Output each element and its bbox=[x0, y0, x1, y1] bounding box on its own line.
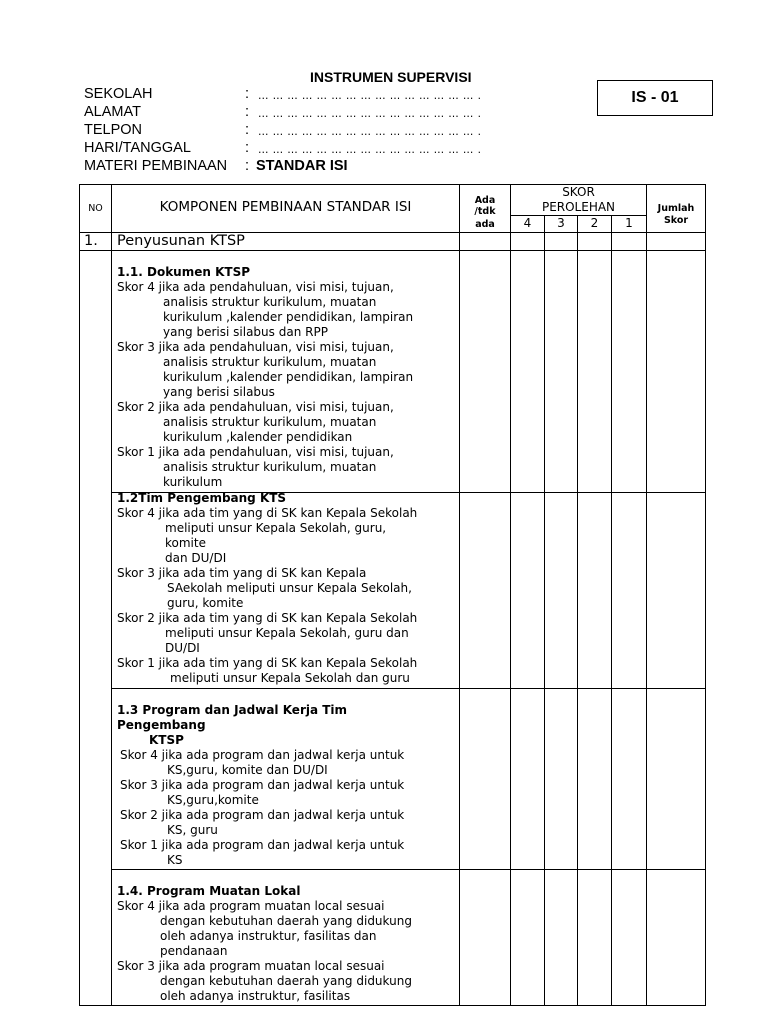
col-divider bbox=[459, 184, 460, 1006]
criteria-line: Skor 3 jika ada program dan jadwal kerja untuk bbox=[120, 778, 405, 792]
table-border-bottom bbox=[79, 1005, 706, 1006]
section-number: 1. bbox=[84, 233, 98, 249]
criteria-line: KS,guru, komite dan DU/DI bbox=[167, 763, 328, 777]
criteria-line: oleh adanya instruktur, fasilitas bbox=[160, 989, 351, 1003]
criteria-line: KS bbox=[167, 853, 183, 867]
field-colon: : bbox=[245, 122, 250, 138]
criteria-block-tim-pengembang bbox=[117, 491, 457, 686]
criteria-line: analisis struktur kurikulum, muatan bbox=[163, 415, 377, 429]
field-label-materi: MATERI PEMBINAAN bbox=[84, 158, 228, 174]
criteria-line: Skor 2 jika ada program dan jadwal kerja untuk bbox=[120, 808, 405, 822]
criteria-line: dengan kebutuhan daerah yang didukung bbox=[160, 974, 412, 988]
col-divider bbox=[510, 184, 511, 1006]
criteria-line: pendanaan bbox=[160, 944, 228, 958]
document-title: INSTRUMEN SUPERVISI bbox=[310, 69, 472, 85]
criteria-line: guru, komite bbox=[167, 596, 244, 610]
field-label-sekolah: SEKOLAH bbox=[84, 86, 153, 102]
col-header-ada-line3: ada bbox=[475, 219, 495, 230]
field-colon: : bbox=[245, 140, 250, 156]
criteria-line: Skor 4 jika ada program dan jadwal kerja untuk bbox=[120, 748, 405, 762]
criteria-line: meliputi unsur Kepala Sekolah, guru dan bbox=[165, 626, 409, 640]
criteria-line: yang berisi silabus bbox=[163, 385, 275, 399]
criteria-line: kurikulum ,kalender pendidikan, lampiran bbox=[163, 370, 414, 384]
criteria-line: dengan kebutuhan daerah yang didukung bbox=[160, 914, 412, 928]
field-value-materi: STANDAR ISI bbox=[256, 158, 348, 174]
criteria-line: Skor 4 jika ada program muatan local sesuai bbox=[117, 899, 385, 913]
field-label-telpon: TELPON bbox=[84, 122, 143, 138]
score-level-3: 3 bbox=[557, 216, 565, 230]
criteria-heading: 1.4. Program Muatan Lokal bbox=[117, 884, 301, 898]
row-divider bbox=[111, 688, 706, 689]
field-value-alamat: … … … … … … … … … … … … … … … . bbox=[258, 108, 482, 120]
field-value-hari-tanggal: … … … … … … … … … … … … … … … . bbox=[258, 144, 482, 156]
col-header-skor: SKOR bbox=[562, 185, 595, 199]
table-border-left bbox=[79, 184, 80, 1006]
criteria-line: Skor 2 jika ada pendahuluan, visi misi, tujuan, bbox=[117, 400, 394, 414]
criteria-line: Skor 4 jika ada pendahuluan, visi misi, tujuan, bbox=[117, 280, 394, 294]
criteria-line: Skor 2 jika ada tim yang di SK kan Kepala Sekolah bbox=[117, 611, 418, 625]
row-divider bbox=[79, 250, 706, 251]
criteria-line: DU/DI bbox=[165, 641, 200, 655]
criteria-line: kurikulum ,kalender pendidikan bbox=[163, 430, 353, 444]
criteria-line: Skor 3 jika ada pendahuluan, visi misi, tujuan, bbox=[117, 340, 394, 354]
criteria-block-muatan-lokal bbox=[117, 884, 457, 1004]
criteria-line: Skor 1 jika ada tim yang di SK kan Kepala Sekolah bbox=[117, 656, 418, 670]
col-header-komponen: KOMPONEN PEMBINAAN STANDAR ISI bbox=[159, 199, 412, 215]
col-divider bbox=[577, 215, 578, 1006]
criteria-line: Skor 4 jika ada tim yang di SK kan Kepala Sekolah bbox=[117, 506, 418, 520]
score-level-2: 2 bbox=[590, 216, 599, 230]
field-colon: : bbox=[245, 104, 250, 120]
score-level-1: 1 bbox=[625, 216, 633, 230]
criteria-line: SAekolah meliputi unsur Kepala Sekolah, bbox=[167, 581, 412, 595]
criteria-line: Skor 1 jika ada program dan jadwal kerja untuk bbox=[120, 838, 405, 852]
col-header-perolehan: PEROLEHAN bbox=[541, 200, 616, 214]
col-header-ada-line1: Ada bbox=[474, 195, 496, 206]
criteria-line: meliputi unsur Kepala Sekolah dan guru bbox=[170, 671, 410, 685]
row-divider bbox=[111, 869, 706, 870]
col-header-jumlah: Jumlah bbox=[657, 203, 695, 214]
criteria-line: analisis struktur kurikulum, muatan bbox=[163, 460, 377, 474]
criteria-line: meliputi unsur Kepala Sekolah, guru, bbox=[165, 521, 387, 535]
criteria-line: kurikulum ,kalender pendidikan, lampiran bbox=[163, 310, 414, 324]
criteria-line: oleh adanya instruktur, fasilitas dan bbox=[160, 929, 377, 943]
criteria-heading: 1.3 Program dan Jadwal Kerja Tim bbox=[117, 703, 348, 717]
criteria-line: kurikulum bbox=[163, 475, 223, 489]
criteria-line: analisis struktur kurikulum, muatan bbox=[163, 295, 377, 309]
field-label-hari-tanggal: HARI/TANGGAL bbox=[84, 140, 191, 156]
field-value-telpon: … … … … … … … … … … … … … … … . bbox=[258, 126, 482, 138]
col-divider bbox=[646, 184, 647, 1006]
criteria-line: KS, guru bbox=[167, 823, 218, 837]
field-label-alamat: ALAMAT bbox=[84, 104, 141, 120]
col-header-no: NO bbox=[88, 203, 103, 214]
col-divider bbox=[111, 184, 112, 1006]
criteria-line: komite bbox=[165, 536, 206, 550]
criteria-heading: Pengembang bbox=[117, 718, 206, 732]
criteria-block-program-jadwal bbox=[117, 703, 457, 868]
criteria-line: KS,guru,komite bbox=[167, 793, 259, 807]
criteria-line: Skor 3 jika ada program muatan local sesuai bbox=[117, 959, 385, 973]
criteria-line: Skor 1 jika ada pendahuluan, visi misi, tujuan, bbox=[117, 445, 394, 459]
section-title: Penyusunan KTSP bbox=[117, 233, 245, 249]
col-divider bbox=[544, 215, 545, 1006]
criteria-block-dokumen-ktsp bbox=[117, 265, 457, 490]
field-value-sekolah: … … … … … … … … … … … … … … … . bbox=[258, 90, 482, 102]
criteria-line: yang berisi silabus dan RPP bbox=[163, 325, 328, 339]
field-colon: : bbox=[245, 86, 250, 102]
col-divider bbox=[611, 215, 612, 1006]
criteria-line: dan DU/DI bbox=[165, 551, 227, 565]
score-level-4: 4 bbox=[523, 216, 532, 230]
field-colon: : bbox=[245, 158, 250, 174]
instrument-code-box: IS - 01 bbox=[597, 80, 713, 116]
col-header-skor-total: Skor bbox=[663, 215, 689, 226]
col-header-ada-line2: /tdk bbox=[474, 206, 496, 217]
criteria-line: Skor 3 jika ada tim yang di SK kan Kepala bbox=[117, 566, 367, 580]
table-border-right bbox=[705, 184, 706, 1006]
criteria-heading: 1.2Tim Pengembang KTS bbox=[117, 491, 287, 505]
criteria-heading: 1.1. Dokumen KTSP bbox=[117, 265, 251, 279]
criteria-line: analisis struktur kurikulum, muatan bbox=[163, 355, 377, 369]
criteria-heading: KTSP bbox=[149, 733, 184, 747]
